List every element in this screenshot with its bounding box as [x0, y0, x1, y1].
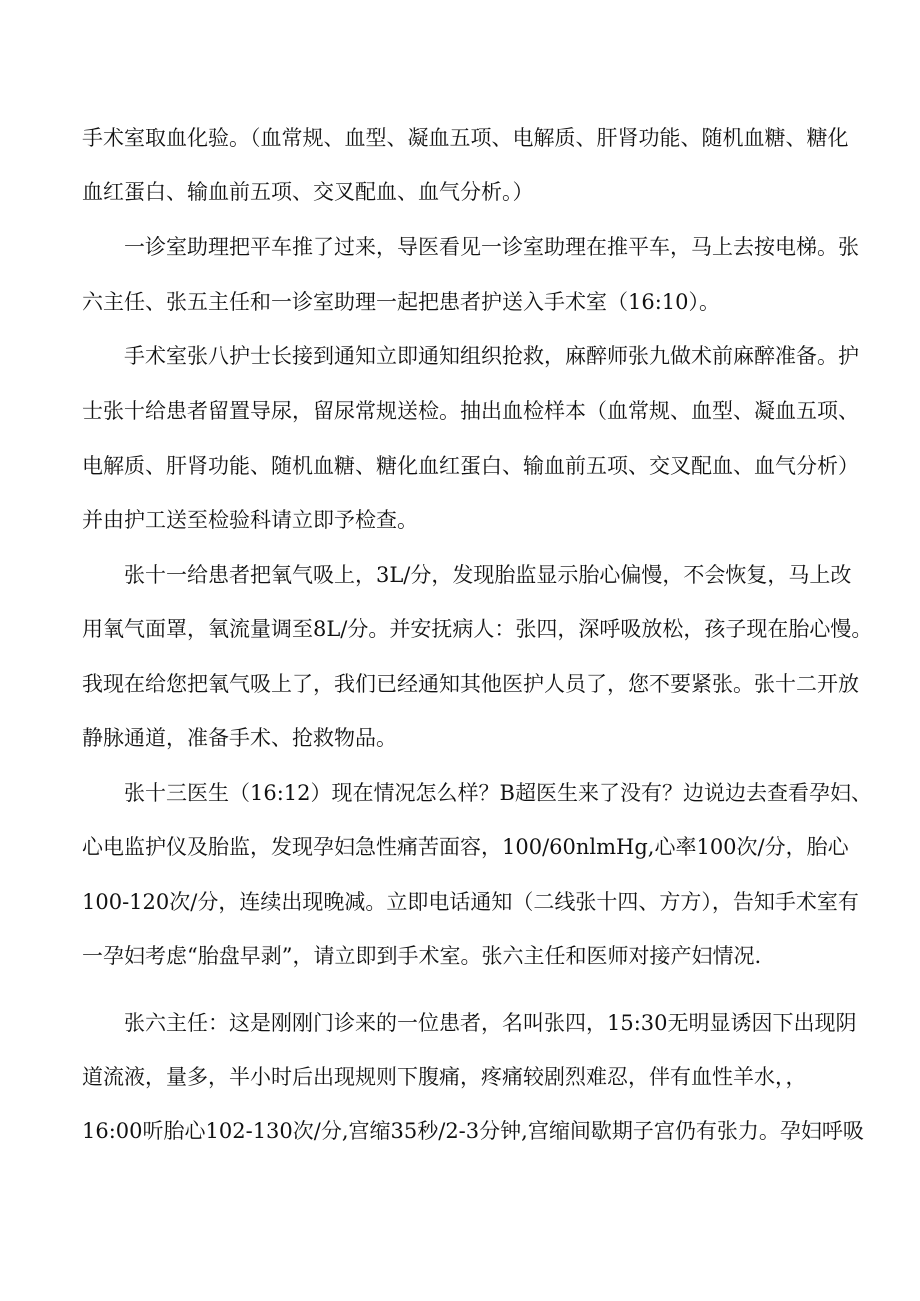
text-line: 手术室取血化验。（血常规、血型、凝血五项、电解质、肝肾功能、随机血糖、糖化 [82, 126, 849, 150]
text-line: 血红蛋白、输血前五项、交叉配血、血气分析。） [82, 180, 534, 204]
text-line: 一孕妇考虑“胎盘早剥”，请立即到手术室。张六主任和医师对接产妇情况. [82, 944, 762, 968]
text-line: 静脉通道，准备手术、抢救物品。 [82, 726, 397, 750]
paragraph-start-line: 张六主任：这是刚刚门诊来的一位患者，名叫张四，15:30无明显诱因下出现阴 [124, 1011, 857, 1035]
paragraph-start-line: 一诊室助理把平车推了过来，导医看见一诊室助理在推平车，马上去按电梯。张 [124, 235, 859, 259]
text-line: 电解质、肝肾功能、随机血糖、糖化血红蛋白、输血前五项、交叉配血、血气分析） [82, 454, 859, 478]
paragraph-start-line: 手术室张八护士长接到通知立即通知组织抢救，麻醉师张九做术前麻醉准备。护 [124, 344, 859, 368]
text-line: 16:00听胎心102-130次/分,宫缩35秒/2-3分钟,宫缩间歇期子宫仍有张力。孕妇呼吸 [82, 1119, 864, 1143]
text-line: 心电监护仪及胎监，发现孕妇急性痛苦面容，100/60nlmHg,心率100次/分，胎心 [82, 835, 849, 859]
text-line: 六主任、张五主任和一诊室助理一起把患者护送入手术室（16:10）。 [82, 290, 721, 314]
paragraph-start-line: 张十三医生（16:12）现在情况怎么样？B超医生来了没有？边说边去查看孕妇、 [124, 781, 872, 805]
text-line: 我现在给您把氧气吸上了，我们已经通知其他医护人员了，您不要紧张。张十二开放 [82, 672, 859, 696]
text-line: 道流液，量多，半小时后出现规则下腹痛，疼痛较剧烈难忍，伴有血性羊水，， [82, 1065, 807, 1089]
text-line: 用氧气面罩，氧流量调至8L/分。并安抚病人：张四，深呼吸放松，孩子现在胎心慢。 [82, 617, 873, 641]
text-line: 并由护工送至检验科请立即予检查。 [82, 508, 418, 532]
text-line: 100-120次/分，连续出现晚减。立即电话通知（二线张十四、方方），告知手术室有 [82, 890, 859, 914]
paragraph-start-line: 张十一给患者把氧气吸上，3L/分，发现胎监显示胎心偏慢，不会恢复，马上改 [124, 563, 852, 587]
text-line: 士张十给患者留置导尿，留尿常规送检。抽出血检样本（血常规、血型、凝血五项、 [82, 399, 859, 423]
